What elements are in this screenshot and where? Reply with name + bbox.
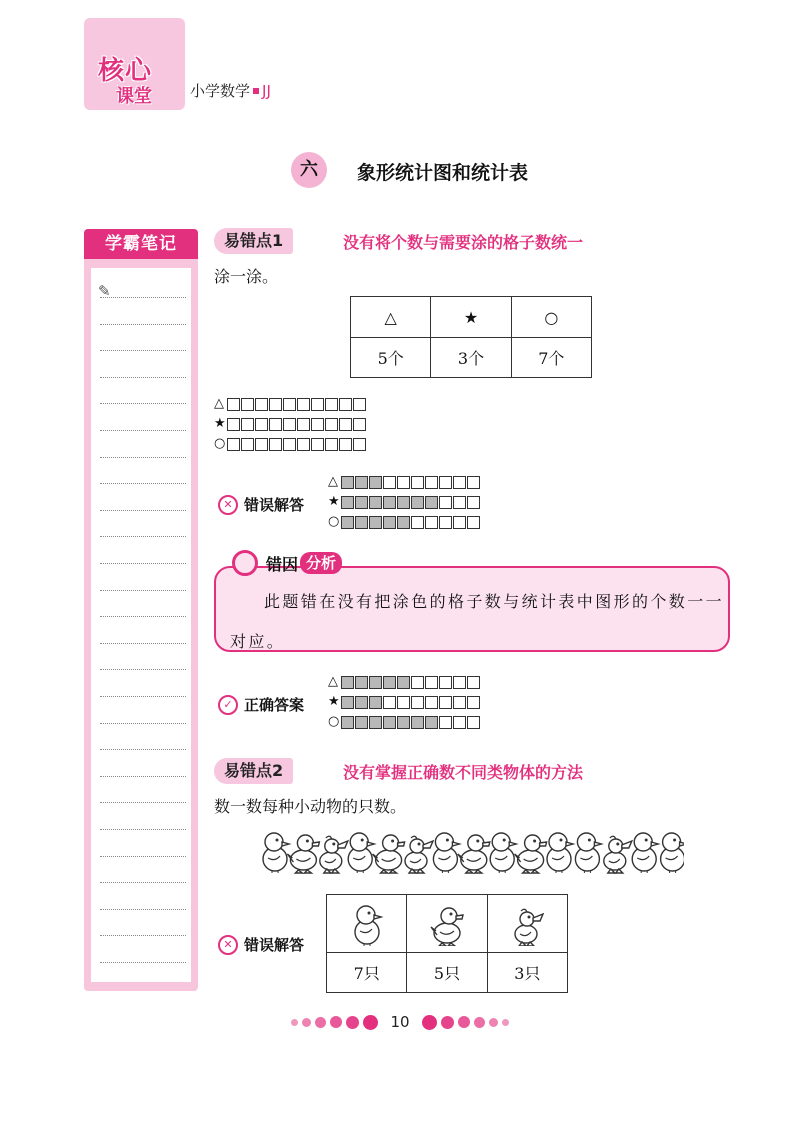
grid-row-symbol: ○	[214, 436, 226, 451]
dot-icon	[291, 1019, 298, 1026]
grid-cell-empty	[255, 418, 268, 431]
grid-cell-empty	[353, 398, 366, 411]
note-line	[100, 856, 186, 857]
subject-label	[190, 80, 271, 101]
dot-icon	[315, 1017, 326, 1028]
note-line	[100, 909, 186, 910]
grid-cell-empty	[311, 398, 324, 411]
grid-cell-filled	[355, 496, 368, 509]
note-line	[100, 324, 186, 325]
separator-square-icon	[253, 88, 259, 94]
duckling-icon	[320, 836, 348, 873]
grid-cell-filled	[369, 676, 382, 689]
note-line	[100, 403, 186, 404]
grid-cell-empty	[453, 716, 466, 729]
grid-cell-empty	[283, 438, 296, 451]
grid-cell-empty	[353, 418, 366, 431]
dot-icon	[330, 1016, 342, 1028]
dot-icon	[474, 1017, 485, 1028]
animal-row	[258, 826, 684, 876]
grid-cell-empty	[283, 398, 296, 411]
correct-answer-badge	[218, 694, 304, 715]
grid-cell-empty	[453, 696, 466, 709]
table-duck-cell	[407, 895, 487, 953]
grid-cell-empty	[269, 418, 282, 431]
grid-cell-empty	[297, 438, 310, 451]
grid-cell-empty	[411, 516, 424, 529]
grid-cell-filled	[341, 516, 354, 529]
grid-row	[328, 714, 481, 730]
grid-cell-empty	[325, 418, 338, 431]
note-line	[100, 536, 186, 537]
grid-row	[214, 396, 367, 412]
pencil-icon: ✎	[98, 282, 111, 300]
grid-cell-empty	[467, 496, 480, 509]
grid-row-symbol: △	[328, 474, 338, 489]
grid-cell-empty	[353, 438, 366, 451]
grid-cell-empty	[467, 676, 480, 689]
grid-cell-empty	[339, 418, 352, 431]
duckling-icon	[604, 836, 632, 873]
error-point-1-title: 没有将个数与需要涂的格子数统一	[343, 233, 584, 252]
grid-cell-empty	[325, 398, 338, 411]
grid-cell-empty	[255, 398, 268, 411]
table-count-star: 3个	[431, 338, 511, 378]
duck-icon	[430, 902, 464, 946]
grid-cell-empty	[311, 418, 324, 431]
check-icon: ✓	[218, 695, 238, 715]
question-1-stem: 涂一涂。	[214, 267, 279, 286]
grid-cell-filled	[397, 516, 410, 529]
grid-cell-empty	[269, 438, 282, 451]
chick-icon	[490, 833, 516, 873]
dot-icon	[346, 1016, 359, 1029]
page-number: 10	[390, 1013, 410, 1031]
grid-cell-filled	[425, 496, 438, 509]
table-count-chick: 7只	[327, 953, 407, 993]
animal-count-table	[326, 894, 568, 993]
dot-icon	[489, 1018, 498, 1027]
grid-cell-filled	[355, 476, 368, 489]
cause-text-body: 此题错在没有把涂色的格子数与统计表中图形的个数一一对应。	[230, 592, 725, 651]
wrong-answer-label: 错误解答	[244, 496, 305, 514]
note-line	[100, 350, 186, 351]
chick-icon	[348, 833, 374, 873]
note-line	[100, 776, 186, 777]
grid-cell-filled	[383, 496, 396, 509]
grid-cell-filled	[369, 696, 382, 709]
cause-label: 错因	[266, 554, 299, 574]
table-count-triangle: 5个	[351, 338, 431, 378]
grid-row	[328, 674, 481, 690]
note-line	[100, 430, 186, 431]
grid-cell-empty	[397, 696, 410, 709]
table-symbol-star: ★	[431, 297, 511, 338]
note-line	[100, 563, 186, 564]
grid-row	[214, 416, 367, 432]
grid-cell-empty	[255, 438, 268, 451]
chapter-title: 象形统计图和统计表	[357, 162, 529, 184]
table-count-duck: 5只	[407, 953, 487, 993]
chick-icon	[661, 833, 684, 873]
grid-cell-empty	[227, 438, 240, 451]
notes-title: 学霸笔记	[84, 229, 198, 259]
grid-cell-empty	[453, 496, 466, 509]
grid-cell-empty	[439, 496, 452, 509]
correct-answer-label: 正确答案	[244, 696, 305, 714]
duck-icon	[515, 835, 547, 873]
duck-icon	[287, 835, 319, 873]
note-line	[100, 829, 186, 830]
grid-cell-empty	[297, 398, 310, 411]
subject-text: 小学数学	[190, 82, 251, 100]
note-line	[100, 510, 186, 511]
duck-icon	[458, 835, 490, 873]
grid-cell-empty	[425, 696, 438, 709]
grid-cell-filled	[411, 716, 424, 729]
grid-cell-empty	[325, 438, 338, 451]
chick-icon	[350, 902, 384, 946]
grid-cell-filled	[369, 716, 382, 729]
grid-cell-empty	[311, 438, 324, 451]
grid-cell-filled	[383, 716, 396, 729]
logo-line1: 核心	[98, 56, 153, 86]
grid-cell-empty	[439, 676, 452, 689]
grid-cell-filled	[397, 676, 410, 689]
chick-icon	[575, 833, 601, 873]
note-line	[100, 802, 186, 803]
note-line	[100, 643, 186, 644]
grid-row-symbol: ★	[328, 494, 340, 509]
grid-cell-empty	[453, 676, 466, 689]
cross-icon: ✕	[218, 495, 238, 515]
grid-cell-empty	[425, 476, 438, 489]
cause-analysis-header	[232, 550, 342, 576]
grid-cell-filled	[355, 696, 368, 709]
table-count-duckling: 3只	[487, 953, 567, 993]
grid-cell-empty	[467, 696, 480, 709]
edition-code: JJ	[262, 82, 271, 100]
note-line	[100, 616, 186, 617]
logo-line2: 课堂	[116, 86, 152, 107]
grid-cell-filled	[383, 516, 396, 529]
chick-icon	[263, 833, 289, 873]
note-line	[100, 749, 186, 750]
grid-cell-empty	[383, 476, 396, 489]
table-chick-cell	[327, 895, 407, 953]
grid-cell-empty	[297, 418, 310, 431]
duckling-icon	[405, 836, 433, 873]
note-line	[100, 723, 186, 724]
analysis-pill: 分析	[300, 552, 342, 574]
chick-icon	[547, 833, 573, 873]
grid-cell-empty	[467, 716, 480, 729]
grid-cell-empty	[439, 516, 452, 529]
grid-cell-empty	[467, 476, 480, 489]
grid-cell-empty	[339, 438, 352, 451]
grid-cell-empty	[241, 398, 254, 411]
duckling-icon	[510, 902, 544, 946]
grid-row-symbol: ★	[214, 416, 226, 431]
note-line	[100, 696, 186, 697]
note-line	[100, 935, 186, 936]
grid-cell-empty	[411, 696, 424, 709]
chapter-number: 六	[291, 152, 327, 188]
notes-area	[91, 268, 191, 982]
magnifier-icon	[232, 550, 258, 576]
grid-cell-filled	[341, 716, 354, 729]
grid-row	[328, 514, 481, 530]
note-line	[100, 377, 186, 378]
table-symbol-circle: ○	[511, 297, 591, 338]
grid-row-symbol: ○	[328, 714, 340, 729]
grid-cell-empty	[339, 398, 352, 411]
grid-cell-filled	[341, 496, 354, 509]
grid-cell-empty	[383, 696, 396, 709]
grid-cell-filled	[341, 476, 354, 489]
grid-cell-filled	[355, 716, 368, 729]
grid-row	[328, 694, 481, 710]
chick-icon	[632, 833, 658, 873]
wrong-answer-label-2: 错误解答	[244, 936, 305, 954]
grid-cell-filled	[397, 496, 410, 509]
grid-cell-empty	[283, 418, 296, 431]
dot-icon	[422, 1015, 437, 1030]
question-2-stem: 数一数每种小动物的只数。	[214, 797, 407, 816]
grid-cell-empty	[439, 696, 452, 709]
table-duckling-cell	[487, 895, 567, 953]
grid-cell-filled	[369, 496, 382, 509]
note-line	[100, 297, 186, 298]
grid-cell-empty	[227, 398, 240, 411]
note-line	[100, 457, 186, 458]
grid-row-symbol: △	[328, 674, 338, 689]
grid-row-symbol: ○	[328, 514, 340, 529]
grid-cell-filled	[369, 476, 382, 489]
grid-cell-empty	[411, 676, 424, 689]
grid-cell-filled	[383, 676, 396, 689]
grid-cell-filled	[369, 516, 382, 529]
grid-cell-filled	[355, 516, 368, 529]
chick-icon	[433, 833, 459, 873]
grid-cell-empty	[439, 716, 452, 729]
error-point-2-title: 没有掌握正确数不同类物体的方法	[343, 763, 584, 782]
grid-cell-empty	[425, 516, 438, 529]
grid-cell-empty	[425, 676, 438, 689]
shape-count-table	[350, 296, 592, 378]
wrong-answer-badge	[218, 494, 304, 515]
grid-row	[328, 494, 481, 510]
grid-row-symbol: △	[214, 396, 224, 411]
grid-cell-filled	[425, 716, 438, 729]
grid-cell-empty	[439, 476, 452, 489]
table-count-circle: 7个	[511, 338, 591, 378]
dot-icon	[502, 1019, 509, 1026]
grid-cell-empty	[453, 476, 466, 489]
grid-cell-empty	[241, 418, 254, 431]
grid-row	[328, 474, 481, 490]
grid-cell-empty	[467, 516, 480, 529]
grid-cell-filled	[355, 676, 368, 689]
grid-row	[214, 436, 367, 452]
grid-cell-empty	[453, 516, 466, 529]
cause-analysis-text	[230, 582, 725, 662]
grid-cell-empty	[411, 476, 424, 489]
grid-row-symbol: ★	[328, 694, 340, 709]
wrong-answer-badge-2	[218, 934, 304, 955]
dot-icon	[302, 1018, 311, 1027]
note-line	[100, 669, 186, 670]
grid-cell-filled	[397, 716, 410, 729]
note-line	[100, 483, 186, 484]
grid-cell-filled	[411, 496, 424, 509]
page-footer	[0, 1013, 800, 1031]
cross-icon: ✕	[218, 935, 238, 955]
error-point-2-tag: 易错点2	[214, 758, 293, 784]
duck-icon	[373, 835, 405, 873]
grid-cell-empty	[269, 398, 282, 411]
note-line	[100, 882, 186, 883]
dot-icon	[363, 1015, 378, 1030]
dot-icon	[441, 1016, 454, 1029]
grid-cell-empty	[397, 476, 410, 489]
grid-cell-empty	[227, 418, 240, 431]
note-line	[100, 590, 186, 591]
error-point-1-tag: 易错点1	[214, 228, 293, 254]
table-symbol-triangle: △	[351, 297, 431, 338]
grid-cell-empty	[241, 438, 254, 451]
grid-cell-filled	[341, 676, 354, 689]
dot-icon	[458, 1016, 470, 1028]
grid-cell-filled	[341, 696, 354, 709]
note-line	[100, 962, 186, 963]
